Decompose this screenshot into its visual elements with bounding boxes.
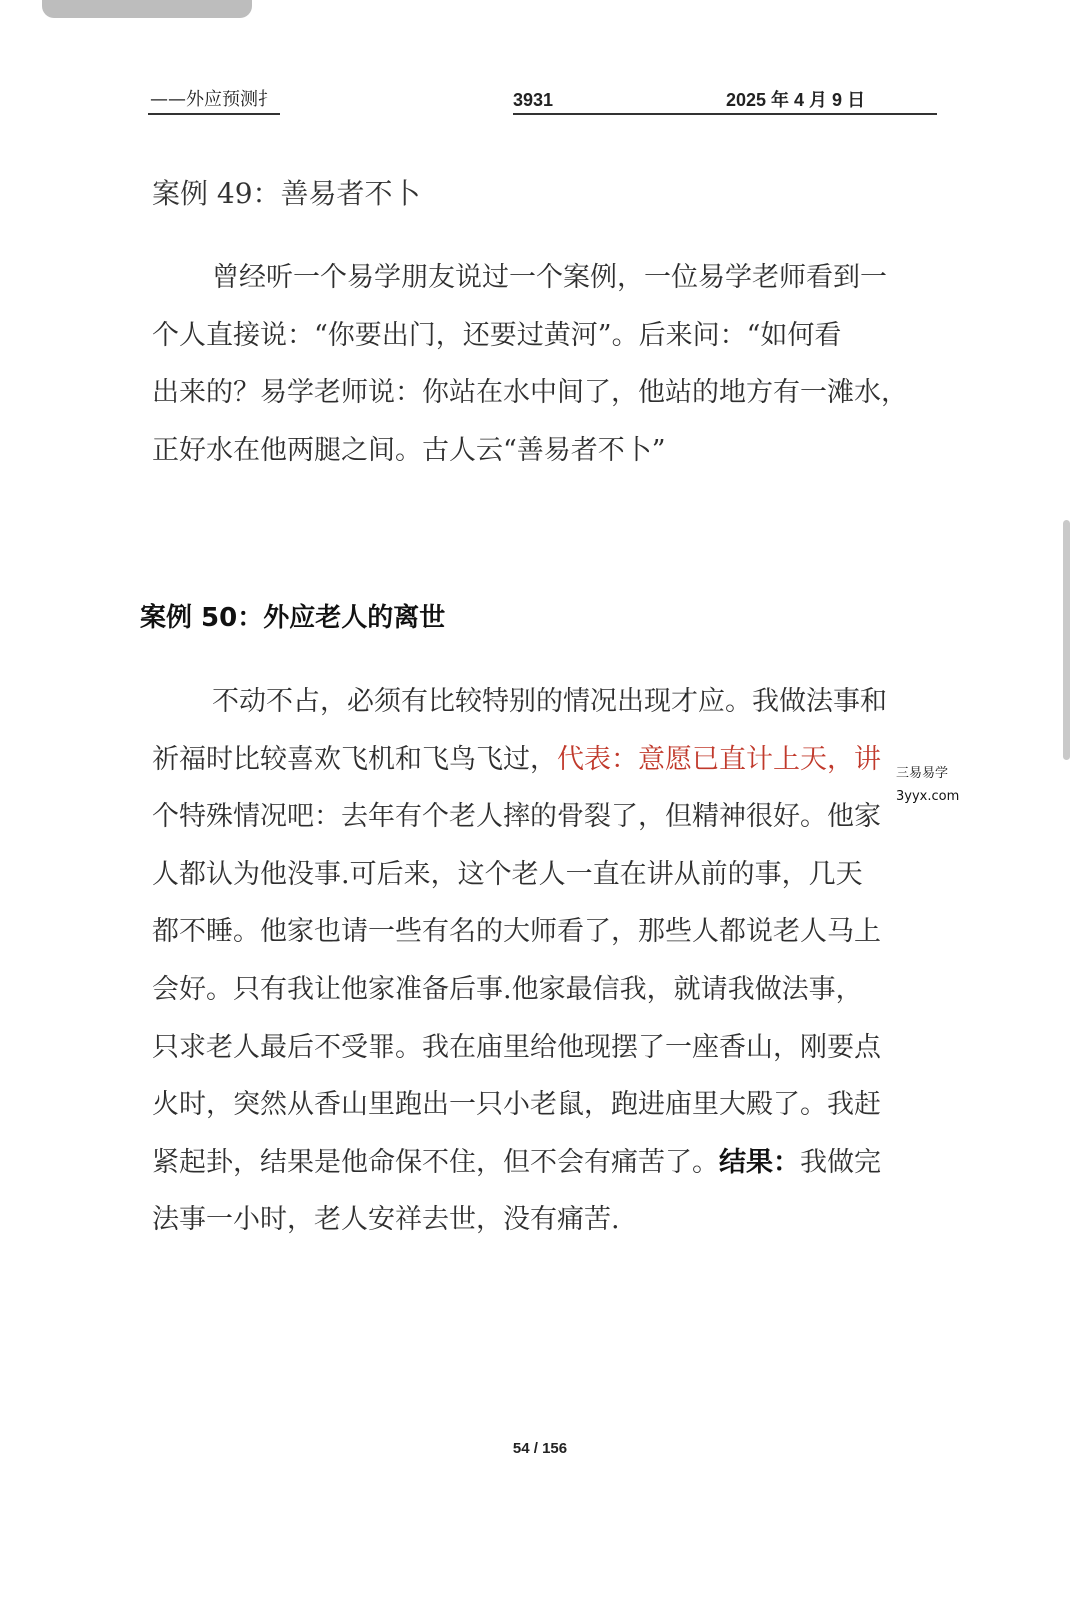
case-50-line-6: 会好。只有我让他家准备后事.他家最信我，就请我做法事，: [152, 973, 863, 1005]
case-49-title: 案例 49：善易者不卜: [152, 177, 421, 210]
page-number: 54 / 156: [512, 1440, 568, 1457]
header-rule-left: [148, 113, 280, 115]
case-50-line-4: 人都认为他没事.可后来，这个老人一直在讲从前的事，几天: [152, 858, 863, 890]
case-49-body: [152, 249, 936, 479]
case-50-line-8: 火时，突然从香山里跑出一只小老鼠，跑进庙里大殿了。我赶: [152, 1089, 881, 1121]
header-code: 3931: [513, 90, 554, 110]
result-label: 结果：: [719, 1146, 800, 1178]
header-title: ——外应预测扌: [150, 89, 276, 110]
case-50-line-10: 法事一小时，老人安祥去世，没有痛苦.: [152, 1204, 620, 1236]
case-50-line-2: [152, 731, 936, 789]
top-handle-bar: [42, 0, 252, 18]
case-50-line-9-text: 紧起卦，结果是他命保不住，但不会有痛苦了。: [152, 1146, 719, 1178]
case-50-line-1: 不动不占，必须有比较特别的情况出现才应。我做法事和: [212, 686, 887, 717]
case-50-line-7: 只求老人最后不受罪。我在庙里给他现摆了一座香山，刚要点: [152, 1031, 881, 1063]
case-50-line-3: 个特殊情况吧：去年有个老人摔的骨裂了，但精神很好。他家: [152, 801, 881, 833]
case-49-line-3: 出来的？易学老师说：你站在水中间了，他站的地方有一滩水，: [152, 377, 908, 409]
scrollbar[interactable]: [1063, 520, 1070, 760]
case-50-line-5: 都不睡。他家也请一些有名的大师看了，那些人都说老人马上: [152, 916, 881, 948]
case-49-line-2: 个人直接说：“你要出门，还要过黄河”。后来问：“如何看: [152, 319, 842, 351]
case-49-line-1: 曾经听一个易学朋友说过一个案例，一位易学老师看到一: [212, 262, 887, 293]
case-50-red-note: 代表：意愿已直计上天，讲: [557, 743, 881, 775]
case-50-body: [152, 673, 936, 1249]
watermark-site-url: 3yyx.com: [896, 789, 960, 804]
case-50-line-2-text: 祈福时比较喜欢飞机和飞鸟飞过，: [152, 743, 557, 775]
case-49-line-4: 正好水在他两腿之间。古人云“善易者不卜”: [152, 434, 666, 466]
watermark-site-name: 三易易学: [896, 766, 949, 781]
header-rule-right: [513, 113, 937, 115]
result-tail: 我做完: [800, 1146, 881, 1178]
case-50-line-9: [152, 1134, 936, 1192]
case-50-title: 案例 50：外应老人的离世: [140, 603, 446, 633]
header-date: 2025 年 4 月 9 日: [726, 90, 866, 110]
